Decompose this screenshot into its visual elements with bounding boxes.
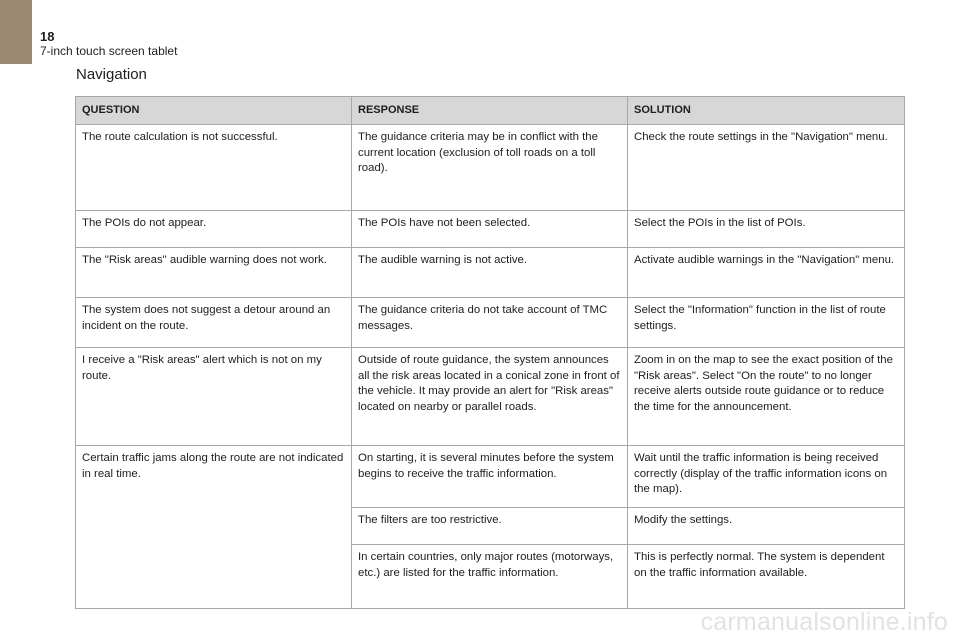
faq-table	[75, 96, 905, 609]
response-cell: The filters are too restrictive.	[352, 508, 628, 545]
table-row	[76, 348, 905, 446]
table-header-row	[76, 97, 905, 125]
question-cell: The system does not suggest a detour around an incident on the route.	[76, 298, 352, 348]
solution-cell: Select the POIs in the list of POIs.	[628, 211, 905, 248]
section-title: 7-inch touch screen tablet	[40, 44, 178, 58]
question-cell: The POIs do not appear.	[76, 211, 352, 248]
response-cell: In certain countries, only major routes (motorways, etc.) are listed for the traffic information.	[352, 545, 628, 609]
solution-cell: Select the "Information" function in the list of route settings.	[628, 298, 905, 348]
solution-cell: Zoom in on the map to see the exact position of the "Risk areas". Select "On the route" to no longer receive alerts outside route guidance or to reduce the time for the announcement.	[628, 348, 905, 446]
response-cell: Outside of route guidance, the system announces all the risk areas located in a conical zone in front of the vehicle. It may provide an alert for "Risk areas" located on nearby or parallel roads.	[352, 348, 628, 446]
page-number: 18	[40, 29, 55, 44]
response-column-header: RESPONSE	[352, 97, 628, 125]
solution-cell: Activate audible warnings in the "Navigation" menu.	[628, 248, 905, 298]
question-column-header: QUESTION	[76, 97, 352, 125]
table-row	[76, 298, 905, 348]
response-cell: The audible warning is not active.	[352, 248, 628, 298]
response-cell: The guidance criteria may be in conflict with the current location (exclusion of toll roads on a toll road).	[352, 125, 628, 211]
solution-cell: Modify the settings.	[628, 508, 905, 545]
table-row	[76, 125, 905, 211]
question-cell: I receive a "Risk areas" alert which is not on my route.	[76, 348, 352, 446]
table-row	[76, 446, 905, 508]
question-cell: The route calculation is not successful.	[76, 125, 352, 211]
question-cell: Certain traffic jams along the route are not indicated in real time.	[76, 446, 352, 609]
page-heading: Navigation	[76, 66, 147, 83]
response-cell: The guidance criteria do not take account of TMC messages.	[352, 298, 628, 348]
solution-cell: This is perfectly normal. The system is dependent on the traffic information available.	[628, 545, 905, 609]
question-cell: The "Risk areas" audible warning does not work.	[76, 248, 352, 298]
section-color-tab	[0, 0, 32, 64]
watermark-text: carmanualsonline.info	[700, 608, 948, 636]
solution-cell: Wait until the traffic information is being received correctly (display of the traffic information icons on the map).	[628, 446, 905, 508]
response-cell: On starting, it is several minutes before the system begins to receive the traffic information.	[352, 446, 628, 508]
solution-cell: Check the route settings in the "Navigation" menu.	[628, 125, 905, 211]
response-cell: The POIs have not been selected.	[352, 211, 628, 248]
solution-column-header: SOLUTION	[628, 97, 905, 125]
table-row	[76, 211, 905, 248]
table-row	[76, 248, 905, 298]
